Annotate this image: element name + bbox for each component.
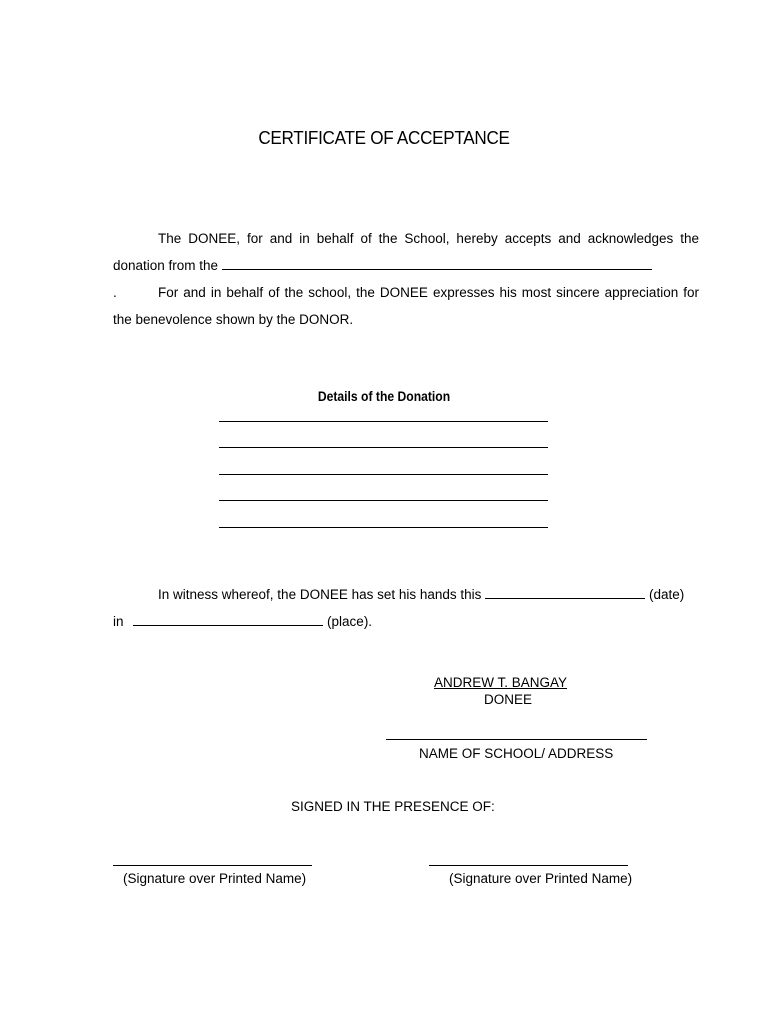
witness2-caption: (Signature over Printed Name) — [449, 871, 633, 886]
para1-line1 — [113, 225, 699, 252]
witness-line2 — [113, 612, 372, 629]
para1-line2-prefix: donation from the — [113, 258, 219, 273]
donor-blank — [222, 255, 652, 270]
para1-line2-suffix: . — [113, 285, 117, 300]
witness1-signature-line — [113, 865, 312, 866]
details-heading: Details of the Donation — [317, 389, 451, 404]
donee-role: DONEE — [484, 692, 533, 707]
witness2-signature-line — [429, 865, 628, 866]
detail-line — [219, 527, 548, 528]
detail-line — [219, 447, 548, 448]
detail-line — [219, 474, 548, 475]
detail-line — [219, 500, 548, 501]
para1-line1-text: The DONEE, for and in behalf of the School, hereby accepts and acknowledges the — [158, 231, 699, 246]
page-title: CERTIFICATE OF ACCEPTANCE — [258, 128, 510, 148]
para2-line1 — [113, 279, 699, 306]
witness-line2-suffix: (place). — [327, 614, 373, 629]
para2-line2 — [113, 306, 654, 333]
school-label: NAME OF SCHOOL/ ADDRESS — [419, 746, 614, 761]
witness-line1-suffix: (date) — [648, 587, 685, 602]
witness-line1 — [158, 585, 684, 602]
signed-presence-label: SIGNED IN THE PRESENCE OF: — [291, 799, 495, 814]
place-blank — [133, 612, 323, 626]
school-signature-line — [386, 739, 647, 740]
witness-line2-prefix: in — [113, 614, 124, 629]
date-blank — [485, 585, 645, 599]
donee-name: ANDREW T. BANGAY — [434, 675, 568, 690]
para2-line1-text: For and in behalf of the school, the DONEE expresses his most sincere appreciation for — [158, 285, 699, 300]
witness-line1-prefix: In witness whereof, the DONEE has set his hands this — [158, 587, 482, 602]
witness1-caption: (Signature over Printed Name) — [123, 871, 307, 886]
para2-line2-text: the benevolence shown by the DONOR. — [113, 312, 354, 327]
detail-line — [219, 421, 548, 422]
